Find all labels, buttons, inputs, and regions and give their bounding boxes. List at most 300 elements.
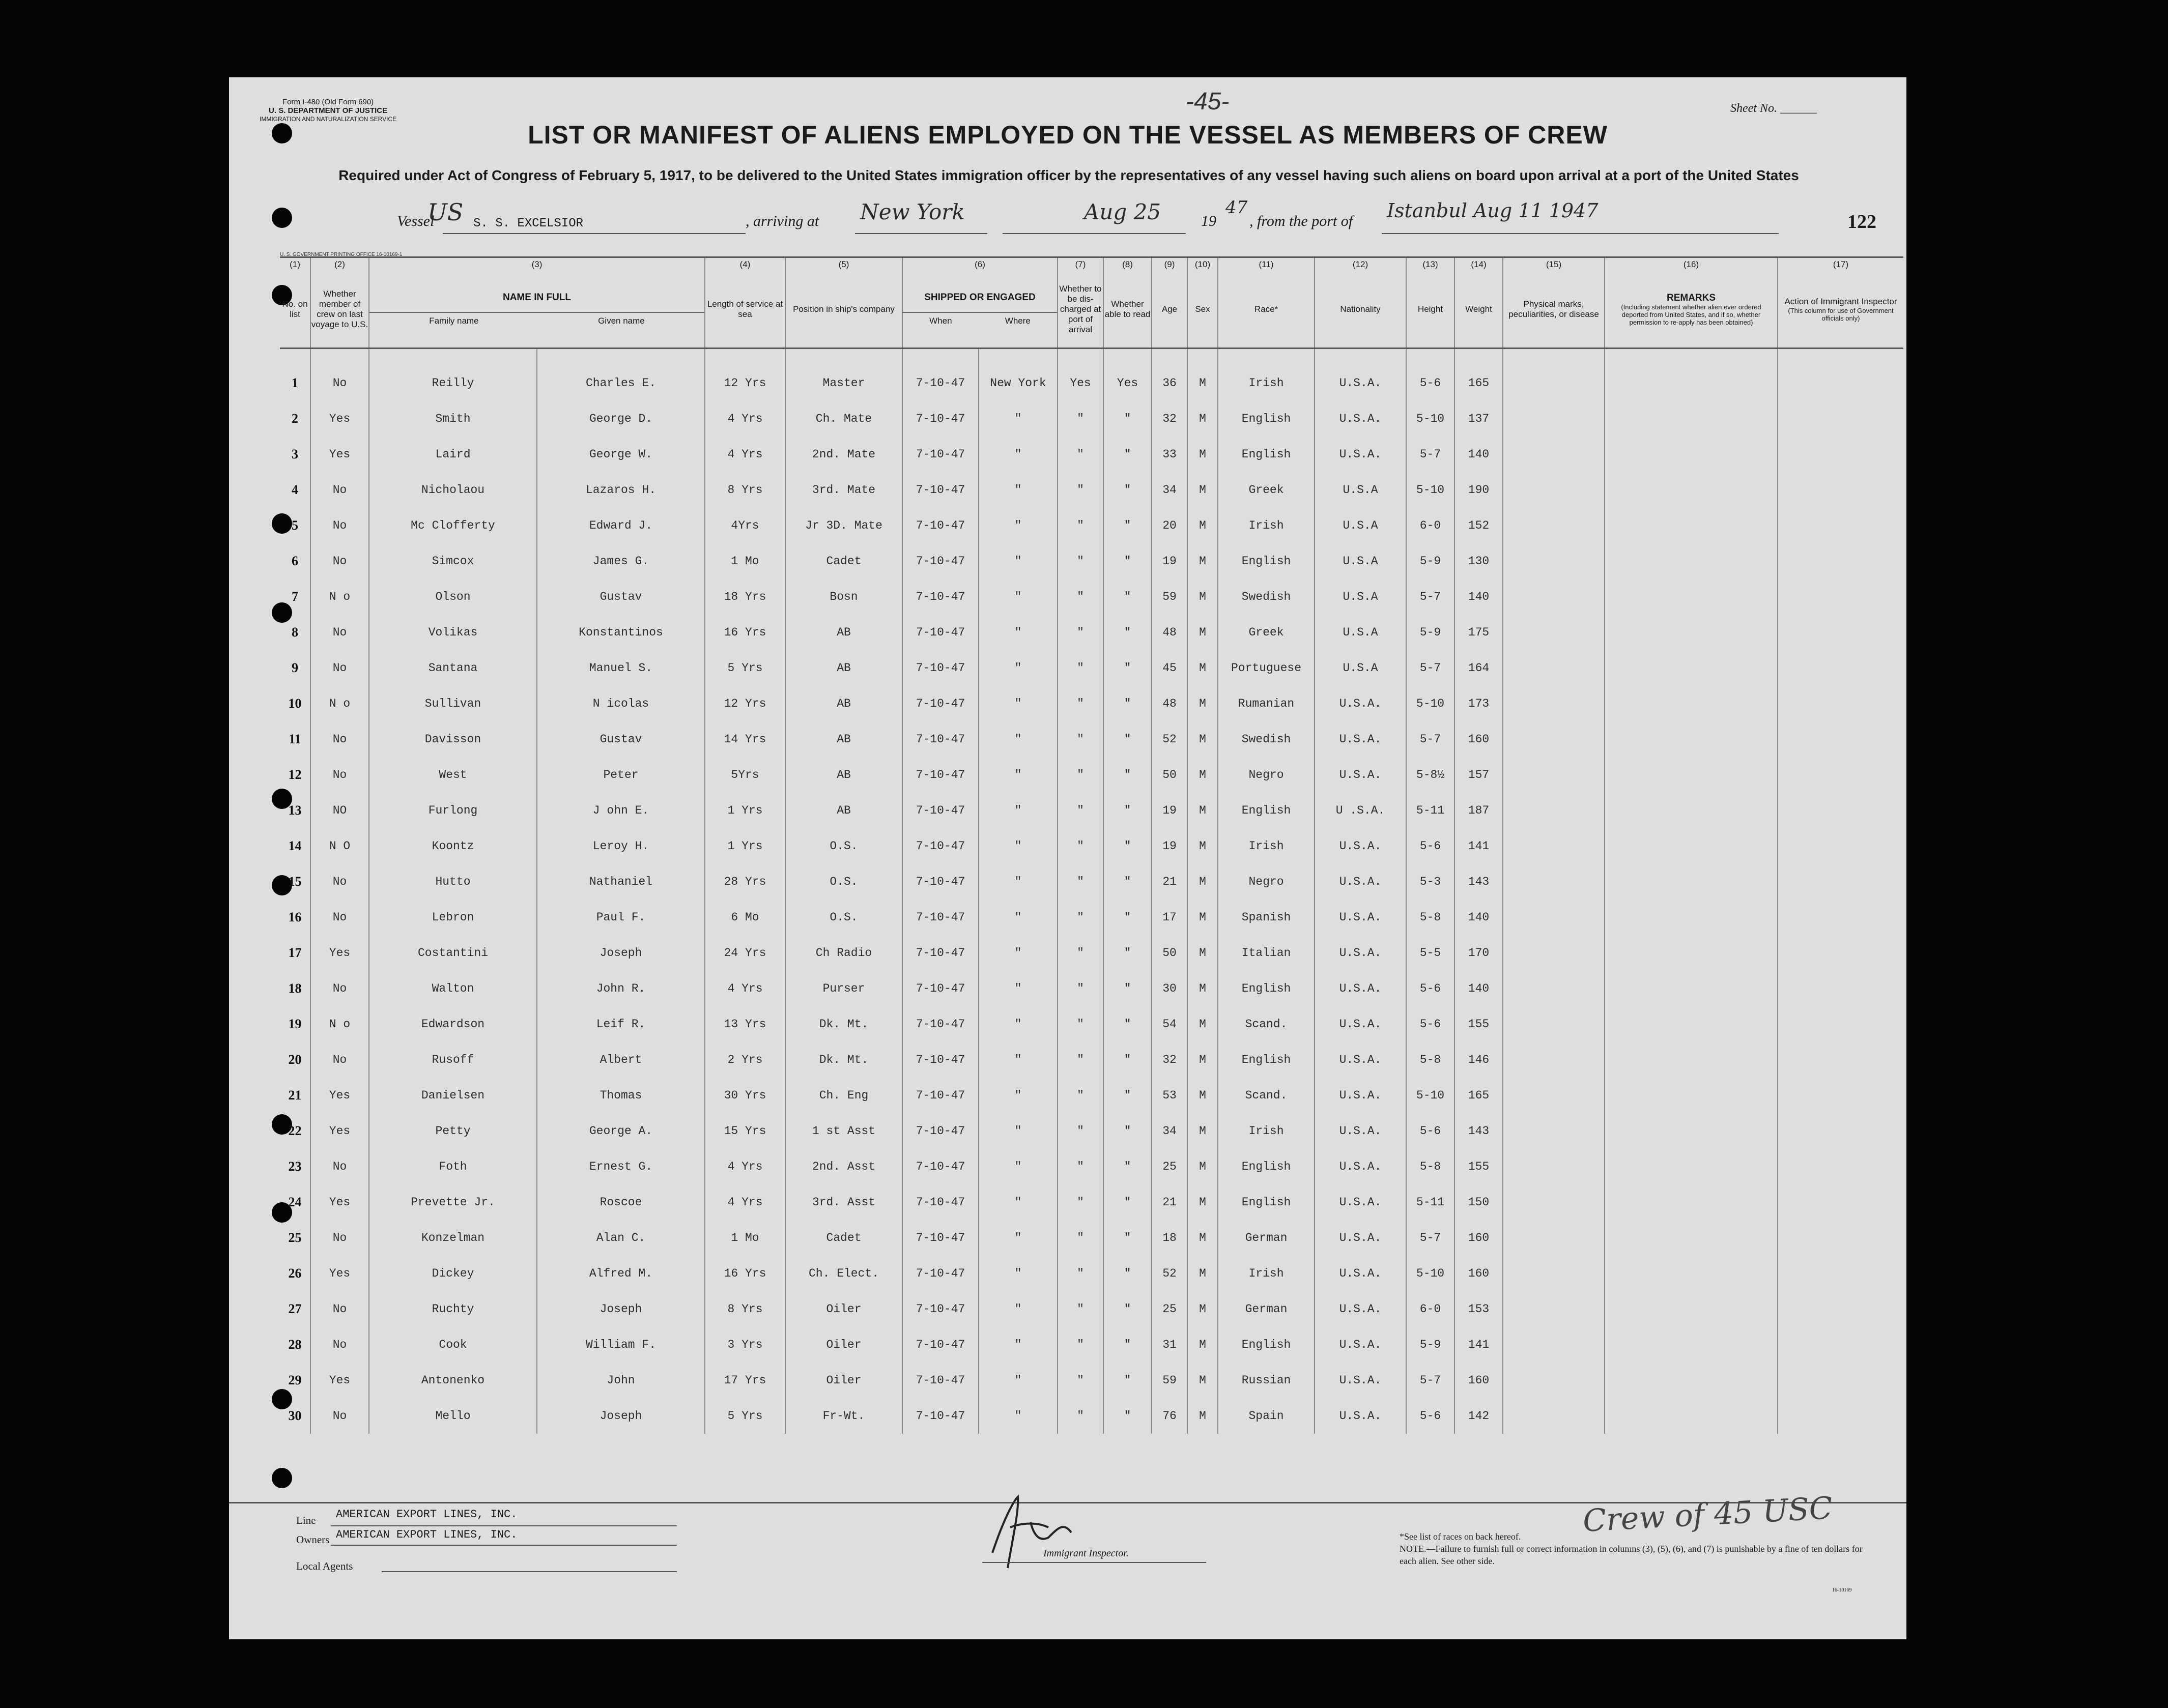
shipped-where: " — [979, 472, 1058, 508]
table-row — [280, 971, 1903, 1006]
row-number: 6 — [292, 554, 298, 568]
to-be-discharged: " — [1058, 1398, 1103, 1434]
inspector-action — [1778, 900, 1903, 935]
shipped-when: 7-10-47 — [902, 1327, 979, 1363]
height: 5-6 — [1406, 365, 1454, 401]
member-last-voyage: No — [310, 508, 369, 543]
shipped-when: 7-10-47 — [902, 1006, 979, 1042]
to-be-discharged: " — [1058, 935, 1103, 971]
remarks — [1605, 1327, 1778, 1363]
position: Purser — [785, 971, 902, 1006]
able-to-read: " — [1103, 650, 1152, 686]
able-to-read: " — [1103, 828, 1152, 864]
nationality: U.S.A. — [1315, 686, 1406, 721]
age: 33 — [1152, 437, 1187, 472]
crew-rows — [280, 365, 1903, 1434]
member-last-voyage: Yes — [310, 935, 369, 971]
weight: 140 — [1454, 437, 1503, 472]
page-mark: -45- — [1186, 88, 1230, 115]
row-number: 10 — [288, 696, 302, 711]
weight: 150 — [1454, 1184, 1503, 1220]
header-height: Height — [1406, 271, 1454, 349]
weight: 190 — [1454, 472, 1503, 508]
given-name: Alan C. — [537, 1220, 705, 1256]
able-to-read: " — [1103, 615, 1152, 650]
remarks — [1605, 721, 1778, 757]
shipped-when: 7-10-47 — [902, 1042, 979, 1078]
year-hand: 47 — [1225, 197, 1248, 218]
given-name: Manuel S. — [537, 650, 705, 686]
shipped-subheaders — [903, 312, 1057, 326]
position: AB — [785, 615, 902, 650]
remarks-label: REMARKS — [1666, 292, 1716, 303]
row-number: 5 — [292, 518, 298, 533]
sex: M — [1187, 828, 1218, 864]
table-row — [280, 900, 1903, 935]
race: Greek — [1218, 615, 1315, 650]
height: 5-6 — [1406, 971, 1454, 1006]
height: 5-10 — [1406, 686, 1454, 721]
row-number: 1 — [292, 375, 298, 390]
length-of-service: 16 Yrs — [705, 615, 785, 650]
table-row — [280, 365, 1903, 401]
form-number: Form I-480 (Old Form 690) — [282, 98, 374, 106]
shipped-where: New York — [979, 365, 1058, 401]
height: 5-8½ — [1406, 757, 1454, 793]
row-number: 3 — [292, 447, 298, 461]
given-name: Albert — [537, 1042, 705, 1078]
physical-marks — [1503, 1398, 1605, 1434]
physical-marks — [1503, 757, 1605, 793]
remarks — [1605, 1184, 1778, 1220]
arrival-port-hand: New York — [860, 199, 965, 224]
races-note: *See list of races on back hereof. — [1400, 1531, 1521, 1542]
sex: M — [1187, 864, 1218, 900]
position: Jr 3D. Mate — [785, 508, 902, 543]
position: Oiler — [785, 1291, 902, 1327]
remarks-note: (Including statement whether alien ever ordered deported from United States, and if so, whether permission to re-apply has been obtained) — [1621, 303, 1761, 326]
age: 52 — [1152, 1256, 1187, 1291]
able-to-read: " — [1103, 1006, 1152, 1042]
shipped-when: 7-10-47 — [902, 686, 979, 721]
shipped-where: " — [979, 1363, 1058, 1398]
col-number: (9) — [1152, 257, 1187, 272]
shipped-where: " — [979, 401, 1058, 437]
member-last-voyage: N o — [310, 1006, 369, 1042]
remarks — [1605, 1006, 1778, 1042]
remarks — [1605, 793, 1778, 828]
action-label: Action of Immigrant Inspector — [1784, 297, 1897, 306]
physical-marks — [1503, 543, 1605, 579]
inspector-action — [1778, 1078, 1903, 1113]
nationality: U.S.A. — [1315, 1327, 1406, 1363]
member-last-voyage: No — [310, 650, 369, 686]
header-no-on-list: No. on list — [280, 271, 310, 349]
family-name: Volikas — [369, 615, 537, 650]
age: 59 — [1152, 579, 1187, 615]
length-of-service: 4 Yrs — [705, 971, 785, 1006]
weight: 140 — [1454, 579, 1503, 615]
height: 5-11 — [1406, 793, 1454, 828]
column-number-row — [280, 257, 1903, 272]
weight: 143 — [1454, 864, 1503, 900]
sex: M — [1187, 401, 1218, 437]
inspector-action — [1778, 1398, 1903, 1434]
to-be-discharged: " — [1058, 1256, 1103, 1291]
table-row — [280, 1042, 1903, 1078]
header-position: Position in ship's company — [785, 271, 902, 349]
to-be-discharged: " — [1058, 508, 1103, 543]
age: 21 — [1152, 864, 1187, 900]
col-number: (14) — [1454, 257, 1503, 272]
member-last-voyage: Yes — [310, 1363, 369, 1398]
shipped-when: 7-10-47 — [902, 971, 979, 1006]
binder-hole — [272, 208, 292, 228]
service: IMMIGRATION AND NATURALIZATION SERVICE — [260, 115, 397, 123]
race: Portuguese — [1218, 650, 1315, 686]
position: AB — [785, 757, 902, 793]
sex: M — [1187, 935, 1218, 971]
given-name: Ernest G. — [537, 1149, 705, 1184]
family-name: Nicholaou — [369, 472, 537, 508]
member-last-voyage: No — [310, 864, 369, 900]
inspector-action — [1778, 508, 1903, 543]
column-header-row — [280, 271, 1903, 349]
able-to-read: " — [1103, 1256, 1152, 1291]
col-number: (4) — [705, 257, 785, 272]
given-name: William F. — [537, 1327, 705, 1363]
family-name: Olson — [369, 579, 537, 615]
weight: 152 — [1454, 508, 1503, 543]
physical-marks — [1503, 971, 1605, 1006]
header-sex: Sex — [1187, 271, 1218, 349]
shipped-where: " — [979, 686, 1058, 721]
local-agents-label: Local Agents — [296, 1560, 353, 1572]
physical-marks — [1503, 828, 1605, 864]
nationality: U.S.A. — [1315, 864, 1406, 900]
height: 5-9 — [1406, 615, 1454, 650]
header-name-in-full — [369, 271, 705, 349]
shipped-when: 7-10-47 — [902, 1184, 979, 1220]
given-name: Charles E. — [537, 365, 705, 401]
family-name: Edwardson — [369, 1006, 537, 1042]
race: English — [1218, 1184, 1315, 1220]
given-name: Gustav — [537, 721, 705, 757]
inspector-action — [1778, 1220, 1903, 1256]
shipped-where: " — [979, 1220, 1058, 1256]
header-member-last-voyage: Whether member of crew on last voyage to U.S. — [310, 271, 369, 349]
shipped-where: " — [979, 900, 1058, 935]
sex: M — [1187, 721, 1218, 757]
nationality: U.S.A — [1315, 472, 1406, 508]
shipped-where: " — [979, 828, 1058, 864]
physical-marks — [1503, 1042, 1605, 1078]
nationality: U.S.A. — [1315, 721, 1406, 757]
age: 25 — [1152, 1291, 1187, 1327]
shipped-when: 7-10-47 — [902, 1398, 979, 1434]
family-name: Petty — [369, 1113, 537, 1149]
col-number: (6) — [902, 257, 1058, 272]
shipped-where: " — [979, 1327, 1058, 1363]
race: English — [1218, 1149, 1315, 1184]
to-be-discharged: " — [1058, 900, 1103, 935]
shipped-when: 7-10-47 — [902, 401, 979, 437]
table-row — [280, 472, 1903, 508]
nationality: U.S.A. — [1315, 1291, 1406, 1327]
given-name: Thomas — [537, 1078, 705, 1113]
able-to-read: " — [1103, 971, 1152, 1006]
row-number: 19 — [288, 1017, 302, 1031]
shipped-when: 7-10-47 — [902, 579, 979, 615]
shipped-when: 7-10-47 — [902, 437, 979, 472]
position: O.S. — [785, 828, 902, 864]
inspector-action — [1778, 543, 1903, 579]
weight: 140 — [1454, 900, 1503, 935]
position: 2nd. Asst — [785, 1149, 902, 1184]
race: Irish — [1218, 1113, 1315, 1149]
inspector-action — [1778, 1042, 1903, 1078]
able-to-read: " — [1103, 1291, 1152, 1327]
length-of-service: 1 Yrs — [705, 793, 785, 828]
able-to-read: " — [1103, 686, 1152, 721]
able-to-read: " — [1103, 757, 1152, 793]
weight: 187 — [1454, 793, 1503, 828]
shipped-when: 7-10-47 — [902, 472, 979, 508]
height: 5-10 — [1406, 472, 1454, 508]
to-be-discharged: " — [1058, 721, 1103, 757]
row-number: 18 — [288, 981, 302, 996]
when-label: When — [929, 316, 952, 326]
shipped-when: 7-10-47 — [902, 1078, 979, 1113]
remarks — [1605, 1363, 1778, 1398]
weight: 142 — [1454, 1398, 1503, 1434]
shipped-where: " — [979, 1256, 1058, 1291]
physical-marks — [1503, 1291, 1605, 1327]
to-be-discharged: " — [1058, 757, 1103, 793]
age: 59 — [1152, 1363, 1187, 1398]
position: Oiler — [785, 1363, 902, 1398]
able-to-read: Yes — [1103, 365, 1152, 401]
inspector-action — [1778, 793, 1903, 828]
departure-port-hand: Istanbul Aug 11 1947 — [1387, 199, 1599, 222]
member-last-voyage: No — [310, 721, 369, 757]
physical-marks — [1503, 721, 1605, 757]
given-name: James G. — [537, 543, 705, 579]
remarks — [1605, 1078, 1778, 1113]
shipped-where: " — [979, 1398, 1058, 1434]
member-last-voyage: N o — [310, 579, 369, 615]
binder-hole — [272, 1468, 292, 1488]
given-name: George D. — [537, 401, 705, 437]
family-name: Konzelman — [369, 1220, 537, 1256]
member-last-voyage: No — [310, 365, 369, 401]
to-be-discharged: " — [1058, 1149, 1103, 1184]
height: 5-8 — [1406, 900, 1454, 935]
row-number: 23 — [288, 1159, 302, 1174]
shipped-where: " — [979, 935, 1058, 971]
length-of-service: 1 Mo — [705, 543, 785, 579]
able-to-read: " — [1103, 864, 1152, 900]
shipped-where: " — [979, 1113, 1058, 1149]
row-number: 27 — [288, 1301, 302, 1316]
length-of-service: 4Yrs — [705, 508, 785, 543]
table-row — [280, 1291, 1903, 1327]
race: Negro — [1218, 757, 1315, 793]
race: Scand. — [1218, 1078, 1315, 1113]
sex: M — [1187, 1006, 1218, 1042]
position: Dk. Mt. — [785, 1006, 902, 1042]
inspector-action — [1778, 1256, 1903, 1291]
family-name: Smith — [369, 401, 537, 437]
member-last-voyage: No — [310, 543, 369, 579]
crew-count-note: Crew of 45 USC — [1582, 1490, 1834, 1539]
shipped-when: 7-10-47 — [902, 793, 979, 828]
owners-label: Owners — [296, 1533, 330, 1546]
remarks — [1605, 437, 1778, 472]
able-to-read: " — [1103, 401, 1152, 437]
shipped-when: 7-10-47 — [902, 1149, 979, 1184]
family-name: Koontz — [369, 828, 537, 864]
shipped-when: 7-10-47 — [902, 900, 979, 935]
remarks — [1605, 472, 1778, 508]
remarks — [1605, 1042, 1778, 1078]
position: Dk. Mt. — [785, 1042, 902, 1078]
height: 5-7 — [1406, 1220, 1454, 1256]
position: AB — [785, 793, 902, 828]
to-be-discharged: " — [1058, 472, 1103, 508]
physical-marks — [1503, 579, 1605, 615]
sex: M — [1187, 1113, 1218, 1149]
given-name: John — [537, 1363, 705, 1398]
sex: M — [1187, 650, 1218, 686]
able-to-read: " — [1103, 508, 1152, 543]
length-of-service: 8 Yrs — [705, 472, 785, 508]
table-row — [280, 1256, 1903, 1291]
able-to-read: " — [1103, 1327, 1152, 1363]
department: U. S. DEPARTMENT OF JUSTICE — [269, 106, 388, 115]
family-name: Prevette Jr. — [369, 1184, 537, 1220]
physical-marks — [1503, 900, 1605, 935]
shipped-when: 7-10-47 — [902, 1256, 979, 1291]
height: 5-6 — [1406, 1006, 1454, 1042]
member-last-voyage: No — [310, 1149, 369, 1184]
nationality: U.S.A. — [1315, 1006, 1406, 1042]
row-number: 24 — [288, 1195, 302, 1209]
to-be-discharged: " — [1058, 650, 1103, 686]
nationality: U.S.A. — [1315, 1184, 1406, 1220]
inspector-action — [1778, 1113, 1903, 1149]
weight: 165 — [1454, 365, 1503, 401]
member-last-voyage: No — [310, 615, 369, 650]
given-name: Lazaros H. — [537, 472, 705, 508]
footnotes — [1400, 1530, 1868, 1567]
family-name-label: Family name — [429, 316, 479, 326]
family-name: Lebron — [369, 900, 537, 935]
table-row — [280, 721, 1903, 757]
race: English — [1218, 401, 1315, 437]
family-name: Reilly — [369, 365, 537, 401]
table-row — [280, 1184, 1903, 1220]
physical-marks — [1503, 793, 1605, 828]
inspector-action — [1778, 1291, 1903, 1327]
race: English — [1218, 971, 1315, 1006]
inspector-action — [1778, 472, 1903, 508]
remarks — [1605, 1149, 1778, 1184]
family-name: Walton — [369, 971, 537, 1006]
row-number: 20 — [288, 1052, 302, 1067]
row-number: 7 — [292, 589, 298, 604]
to-be-discharged: " — [1058, 401, 1103, 437]
header-able-to-read: Whether able to read — [1103, 271, 1152, 349]
family-name: Dickey — [369, 1256, 537, 1291]
nationality: U.S.A. — [1315, 1078, 1406, 1113]
length-of-service: 3 Yrs — [705, 1327, 785, 1363]
shipped-when: 7-10-47 — [902, 828, 979, 864]
race: English — [1218, 793, 1315, 828]
remarks — [1605, 1220, 1778, 1256]
able-to-read: " — [1103, 437, 1152, 472]
member-last-voyage: No — [310, 971, 369, 1006]
member-last-voyage: No — [310, 1291, 369, 1327]
header-age: Age — [1152, 271, 1187, 349]
sex: M — [1187, 1078, 1218, 1113]
table-row — [280, 757, 1903, 793]
to-be-discharged: " — [1058, 828, 1103, 864]
action-note: (This column for use of Government officials only) — [1788, 307, 1894, 322]
sheet-label: Sheet No. — [1730, 102, 1777, 115]
shipped-where: " — [979, 971, 1058, 1006]
member-last-voyage: Yes — [310, 1184, 369, 1220]
inspector-action — [1778, 1006, 1903, 1042]
vessel-prefix-hand: US — [427, 198, 464, 226]
to-be-discharged: " — [1058, 1006, 1103, 1042]
height: 5-7 — [1406, 579, 1454, 615]
nationality: U.S.A. — [1315, 900, 1406, 935]
age: 53 — [1152, 1078, 1187, 1113]
sex: M — [1187, 437, 1218, 472]
physical-marks — [1503, 508, 1605, 543]
age: 48 — [1152, 686, 1187, 721]
header-physical-marks: Physical marks, peculiarities, or disease — [1503, 271, 1605, 349]
nationality: U.S.A — [1315, 508, 1406, 543]
shipped-where: " — [979, 508, 1058, 543]
length-of-service: 12 Yrs — [705, 686, 785, 721]
header-remarks — [1605, 271, 1778, 349]
table-row — [280, 1220, 1903, 1256]
position: 1 st Asst — [785, 1113, 902, 1149]
to-be-discharged: " — [1058, 1220, 1103, 1256]
shipped-when: 7-10-47 — [902, 1363, 979, 1398]
weight: 175 — [1454, 615, 1503, 650]
physical-marks — [1503, 686, 1605, 721]
physical-marks — [1503, 1184, 1605, 1220]
sex: M — [1187, 508, 1218, 543]
physical-marks — [1503, 1113, 1605, 1149]
position: O.S. — [785, 864, 902, 900]
able-to-read: " — [1103, 1042, 1152, 1078]
row-number: 30 — [288, 1408, 302, 1423]
length-of-service: 4 Yrs — [705, 1149, 785, 1184]
able-to-read: " — [1103, 1113, 1152, 1149]
position: Cadet — [785, 543, 902, 579]
weight: 164 — [1454, 650, 1503, 686]
able-to-read: " — [1103, 1184, 1152, 1220]
shipped-where: " — [979, 793, 1058, 828]
line-label: Line — [296, 1514, 316, 1526]
row-number: 13 — [288, 803, 302, 818]
nationality: U.S.A. — [1315, 401, 1406, 437]
length-of-service: 5 Yrs — [705, 1398, 785, 1434]
